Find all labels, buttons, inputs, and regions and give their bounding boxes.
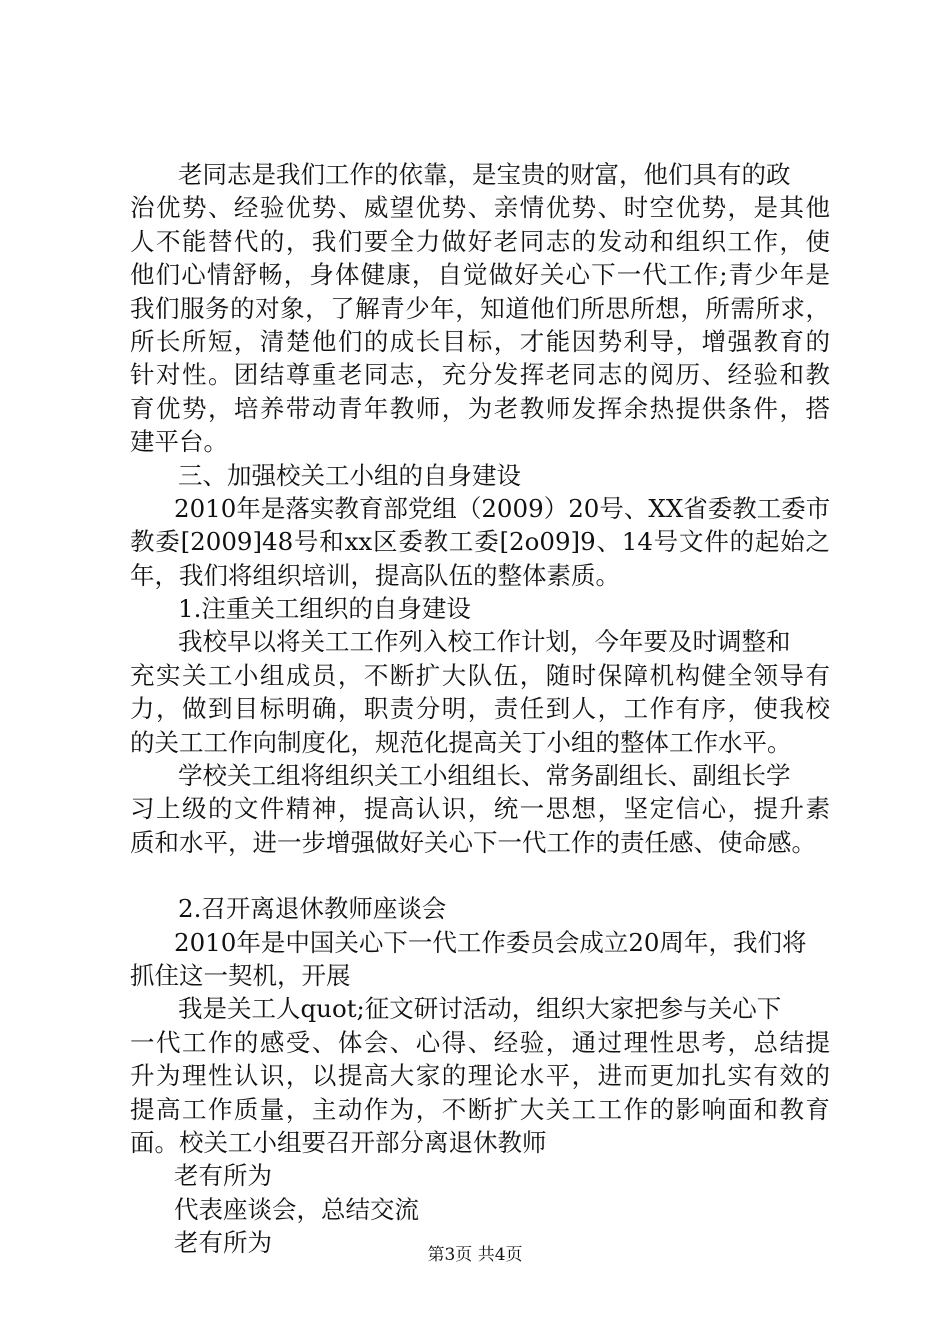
paragraph-line: 我们服务的对象，了解青少年，知道他们所思所想，所需所求， [130, 293, 830, 323]
subsection-heading: 2.召开离退休教师座谈会 [178, 894, 447, 924]
paragraph-line: 我校早以将关工工作列入校工作计划，今年要及时调整和 [178, 627, 791, 657]
paragraph-line: 治优势、经验优势、威望优势、亲情优势、时空优势，是其他 [130, 193, 830, 223]
section-heading: 三、加强校关工小组的自身建设 [178, 460, 521, 490]
paragraph-line: 2010年是中国关心下一代工作委员会成立20周年，我们将 [174, 927, 807, 957]
document-body [130, 158, 830, 1260]
paragraph-line: 老有所为 [174, 1228, 272, 1258]
paragraph-line: 他们心情舒畅，身体健康，自觉做好关心下一代工作;青少年是 [130, 260, 830, 290]
paragraph-line: 育优势，培养带动青年教师，为老教师发挥余热提供条件，搭 [130, 393, 830, 423]
paragraph-line: 建平台。 [130, 427, 228, 457]
paragraph-line: 2010年是落实教育部党组（2009）20号、XX省委教工委市 [174, 493, 831, 523]
paragraph-line: 老有所为 [174, 1161, 272, 1191]
paragraph-line: 代表座谈会，总结交流 [174, 1194, 419, 1224]
paragraph-line: 充实关工小组成员，不断扩大队伍，随时保障机构健全领导有 [130, 660, 830, 690]
paragraph-line: 教委[2009]48号和xx区委教工委[2o09]9、14号文件的起始之 [130, 527, 830, 557]
paragraph-line: 升为理性认识，以提高大家的理论水平，进而更加扎实有效的 [130, 1061, 830, 1091]
blank-line [130, 859, 830, 892]
page-number-label: 第3页 共4页 [427, 1245, 523, 1265]
paragraph-line: 所长所短，清楚他们的成长目标，才能因势利导，增强教育的 [130, 326, 830, 356]
paragraph-line: 质和水平，进一步增强做好关心下一代工作的责任感、使命感。 [130, 827, 816, 857]
paragraph-line: 提高工作质量，主动作为，不断扩大关工工作的影响面和教育 [130, 1094, 830, 1124]
paragraph-line: 的关工工作向制度化，规范化提高关丁小组的整体工作水平。 [130, 727, 792, 757]
paragraph-line: 针对性。团结尊重老同志，充分发挥老同志的阅历、经验和教 [130, 360, 830, 390]
paragraph-line: 习上级的文件精神，提高认识，统一思想，坚定信心，提升素 [130, 794, 830, 824]
paragraph-line: 我是关工人quot;征文研讨活动，组织大家把参与关心下 [178, 994, 782, 1024]
subsection-heading: 1.注重关工组织的自身建设 [178, 594, 471, 624]
paragraph-line: 一代工作的感受、体会、心得、经验，通过理性思考，总结提 [130, 1027, 830, 1057]
paragraph-line: 年，我们将组织培训，提高队伍的整体素质。 [130, 560, 620, 590]
paragraph-line: 面。校关工小组要召开部分离退休教师 [130, 1127, 547, 1157]
page-footer [0, 1244, 950, 1266]
paragraph-line: 人不能替代的，我们要全力做好老同志的发动和组织工作，使 [130, 226, 830, 256]
paragraph-line: 抓住这一契机，开展 [130, 960, 351, 990]
paragraph-line: 老同志是我们工作的依靠，是宝贵的财富，他们具有的政 [178, 160, 791, 189]
paragraph-line: 力，做到目标明确，职责分明，责任到人，工作有序，使我校 [130, 694, 830, 724]
paragraph-line: 学校关工组将组织关工小组组长、常务副组长、副组长学 [178, 761, 791, 791]
